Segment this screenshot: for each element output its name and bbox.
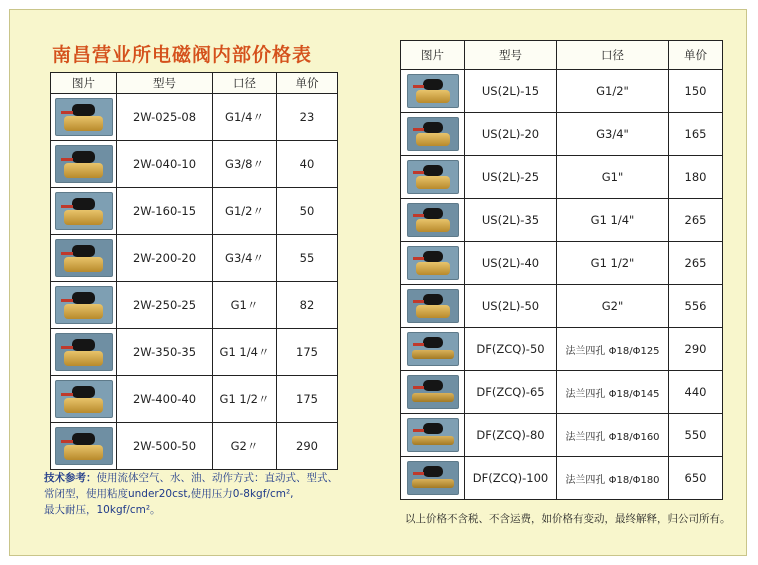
port-size-cell: G2〃 xyxy=(213,423,277,470)
price-cell: 23 xyxy=(277,94,338,141)
model-cell: 2W-160-15 xyxy=(117,188,213,235)
table-row xyxy=(401,414,723,457)
port-size-cell: G1/4〃 xyxy=(213,94,277,141)
port-size-cell: G1/2" xyxy=(557,70,669,113)
column-header-image: 图片 xyxy=(51,73,117,94)
model-cell: 2W-250-25 xyxy=(117,282,213,329)
port-size-cell: G1 1/4〃 xyxy=(213,329,277,376)
table-row xyxy=(401,113,723,156)
price-cell: 175 xyxy=(277,329,338,376)
price-cell: 50 xyxy=(277,188,338,235)
column-header-price: 单价 xyxy=(277,73,338,94)
technical-line-2: 常闭型，使用粘度under20cst,使用压力0-8kgf/cm², xyxy=(44,488,294,500)
solenoid-valve-image xyxy=(55,380,113,418)
product-photo-cell xyxy=(401,156,465,199)
port-size-cell: G3/4" xyxy=(557,113,669,156)
model-cell: DF(ZCQ)-50 xyxy=(465,328,557,371)
solenoid-valve-image xyxy=(55,98,113,136)
product-photo-cell xyxy=(401,328,465,371)
pricing-disclaimer: 以上价格不含税、不含运费，如价格有变动，最终解释，归公司所有。 xyxy=(405,513,731,525)
product-photo-cell xyxy=(401,199,465,242)
port-size-cell: G3/8〃 xyxy=(213,141,277,188)
price-table-2w xyxy=(50,72,338,470)
table-row xyxy=(401,70,723,113)
product-photo-cell xyxy=(401,285,465,328)
solenoid-valve-image xyxy=(407,461,459,495)
technical-reference-label: 技术参考： xyxy=(44,472,97,484)
port-size-cell: 法兰四孔 Φ18/Φ160 xyxy=(557,414,669,457)
model-cell: US(2L)-15 xyxy=(465,70,557,113)
table-row xyxy=(401,242,723,285)
port-size-cell: G1 1/4" xyxy=(557,199,669,242)
model-cell: US(2L)-35 xyxy=(465,199,557,242)
product-photo-cell xyxy=(51,282,117,329)
column-header-model: 型号 xyxy=(465,41,557,70)
price-cell: 440 xyxy=(669,371,723,414)
solenoid-valve-image xyxy=(407,160,459,194)
price-cell: 150 xyxy=(669,70,723,113)
table-row xyxy=(51,423,338,470)
price-cell: 180 xyxy=(669,156,723,199)
price-cell: 265 xyxy=(669,199,723,242)
column-header-port: 口径 xyxy=(557,41,669,70)
table-row xyxy=(401,371,723,414)
product-photo-cell xyxy=(401,70,465,113)
port-size-cell: G1" xyxy=(557,156,669,199)
port-size-cell: G2" xyxy=(557,285,669,328)
column-header-port: 口径 xyxy=(213,73,277,94)
solenoid-valve-image xyxy=(55,145,113,183)
port-size-cell: G1 1/2〃 xyxy=(213,376,277,423)
table-row xyxy=(51,329,338,376)
product-photo-cell xyxy=(51,141,117,188)
solenoid-valve-image xyxy=(407,117,459,151)
column-header-model: 型号 xyxy=(117,73,213,94)
page-title: 南昌营业所电磁阀内部价格表 xyxy=(52,44,313,66)
table-header-row xyxy=(401,41,723,70)
price-cell: 82 xyxy=(277,282,338,329)
table-header-row xyxy=(51,73,338,94)
table-row xyxy=(401,457,723,500)
table-row xyxy=(51,94,338,141)
solenoid-valve-image xyxy=(407,246,459,280)
technical-line-1: 使用流体空气、水、油、动作方式：直动式、型式、 xyxy=(96,472,338,484)
model-cell: 2W-200-20 xyxy=(117,235,213,282)
model-cell: US(2L)-40 xyxy=(465,242,557,285)
port-size-cell: G1/2〃 xyxy=(213,188,277,235)
price-cell: 175 xyxy=(277,376,338,423)
table-row xyxy=(401,199,723,242)
solenoid-valve-image xyxy=(55,239,113,277)
solenoid-valve-image xyxy=(55,286,113,324)
price-cell: 40 xyxy=(277,141,338,188)
price-cell: 290 xyxy=(277,423,338,470)
model-cell: 2W-040-10 xyxy=(117,141,213,188)
port-size-cell: 法兰四孔 Φ18/Φ145 xyxy=(557,371,669,414)
price-table-us-df xyxy=(400,40,723,500)
model-cell: DF(ZCQ)-80 xyxy=(465,414,557,457)
column-header-price: 单价 xyxy=(669,41,723,70)
product-photo-cell xyxy=(401,414,465,457)
price-cell: 165 xyxy=(669,113,723,156)
table-row xyxy=(51,235,338,282)
table-row xyxy=(51,376,338,423)
solenoid-valve-image xyxy=(407,74,459,108)
product-photo-cell xyxy=(401,371,465,414)
solenoid-valve-image xyxy=(407,289,459,323)
price-cell: 55 xyxy=(277,235,338,282)
price-cell: 650 xyxy=(669,457,723,500)
table-row xyxy=(51,282,338,329)
product-photo-cell xyxy=(51,329,117,376)
model-cell: US(2L)-20 xyxy=(465,113,557,156)
port-size-cell: 法兰四孔 Φ18/Φ180 xyxy=(557,457,669,500)
model-cell: 2W-400-40 xyxy=(117,376,213,423)
model-cell: US(2L)-50 xyxy=(465,285,557,328)
product-photo-cell xyxy=(51,188,117,235)
column-header-image: 图片 xyxy=(401,41,465,70)
product-photo-cell xyxy=(401,113,465,156)
solenoid-valve-image xyxy=(407,332,459,366)
model-cell: 2W-500-50 xyxy=(117,423,213,470)
technical-reference-note xyxy=(44,470,354,518)
table-row xyxy=(401,328,723,371)
solenoid-valve-image xyxy=(407,203,459,237)
table-row xyxy=(51,188,338,235)
product-photo-cell xyxy=(51,235,117,282)
product-photo-cell xyxy=(51,423,117,470)
product-photo-cell xyxy=(51,94,117,141)
solenoid-valve-image xyxy=(407,418,459,452)
solenoid-valve-image xyxy=(55,333,113,371)
price-cell: 290 xyxy=(669,328,723,371)
model-cell: 2W-350-35 xyxy=(117,329,213,376)
table-row xyxy=(401,156,723,199)
port-size-cell: G3/4〃 xyxy=(213,235,277,282)
price-cell: 556 xyxy=(669,285,723,328)
model-cell: DF(ZCQ)-100 xyxy=(465,457,557,500)
port-size-cell: 法兰四孔 Φ18/Φ125 xyxy=(557,328,669,371)
product-photo-cell xyxy=(401,242,465,285)
model-cell: DF(ZCQ)-65 xyxy=(465,371,557,414)
model-cell: 2W-025-08 xyxy=(117,94,213,141)
solenoid-valve-image xyxy=(55,427,113,465)
table-row xyxy=(401,285,723,328)
port-size-cell: G1 1/2" xyxy=(557,242,669,285)
price-cell: 550 xyxy=(669,414,723,457)
price-cell: 265 xyxy=(669,242,723,285)
solenoid-valve-image xyxy=(407,375,459,409)
technical-line-3: 最大耐压，10kgf/cm²。 xyxy=(44,504,161,516)
model-cell: US(2L)-25 xyxy=(465,156,557,199)
table-row xyxy=(51,141,338,188)
product-photo-cell xyxy=(401,457,465,500)
port-size-cell: G1〃 xyxy=(213,282,277,329)
product-photo-cell xyxy=(51,376,117,423)
solenoid-valve-image xyxy=(55,192,113,230)
